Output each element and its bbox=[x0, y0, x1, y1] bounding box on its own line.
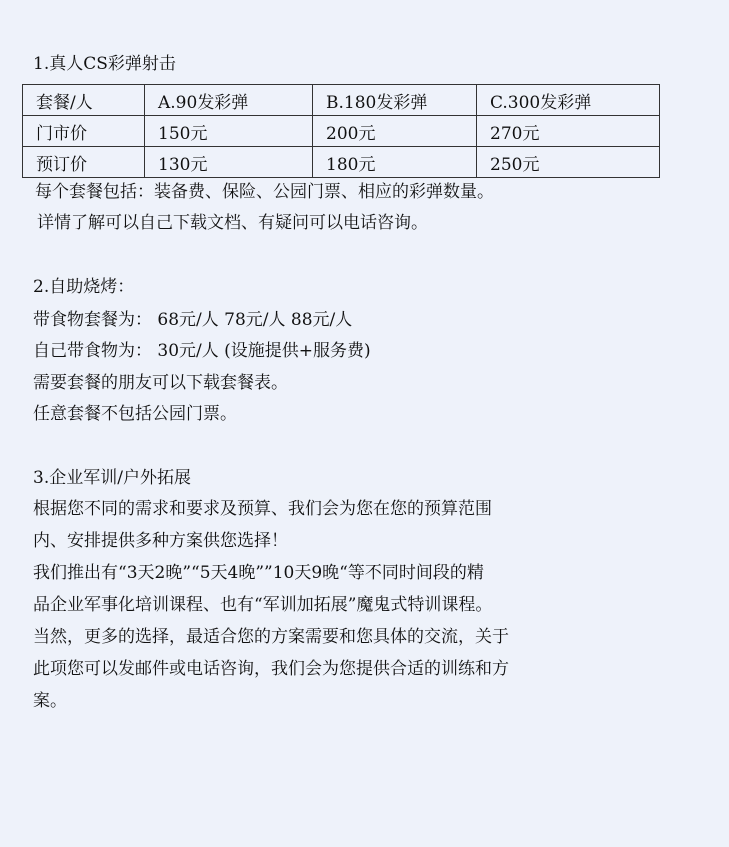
table-header-cell: A.90发彩弹 bbox=[145, 85, 313, 116]
section2-line: 带食物套餐为： 68元/人 78元/人 88元/人 bbox=[33, 310, 353, 330]
table-cell: 150元 bbox=[145, 116, 313, 147]
section2-line: 自己带食物为： 30元/人 (设施提供+服务费) bbox=[33, 341, 371, 361]
section3-line: 内、安排提供多种方案供您选择！ bbox=[33, 531, 288, 551]
table-cell: 130元 bbox=[145, 147, 313, 178]
price-table bbox=[22, 84, 660, 178]
table-row bbox=[23, 116, 660, 147]
table-row bbox=[23, 147, 660, 178]
section3-line: 根据您不同的需求和要求及预算、我们会为您在您的预算范围 bbox=[33, 499, 492, 519]
section3-title: 3.企业军训/户外拓展 bbox=[33, 468, 191, 488]
table-header-cell: B.180发彩弹 bbox=[313, 85, 477, 116]
section3-line: 当然，更多的选择，最适合您的方案需要和您具体的交流，关于 bbox=[33, 627, 509, 647]
section3-line: 案。 bbox=[33, 691, 67, 711]
table-header-cell: 套餐/人 bbox=[23, 85, 145, 116]
table-cell: 270元 bbox=[477, 116, 660, 147]
section3-line: 品企业军事化培训课程、也有“军训加拓展”魔鬼式特训课程。 bbox=[33, 595, 493, 615]
section2-title: 2.自助烧烤： bbox=[33, 277, 135, 297]
table-cell: 180元 bbox=[313, 147, 477, 178]
table-cell: 250元 bbox=[477, 147, 660, 178]
table-cell: 200元 bbox=[313, 116, 477, 147]
table-header-cell: C.300发彩弹 bbox=[477, 85, 660, 116]
section3-line: 此项您可以发邮件或电话咨询，我们会为您提供合适的训练和方 bbox=[33, 659, 509, 679]
section2-line: 任意套餐不包括公园门票。 bbox=[33, 404, 237, 424]
section1-title: 1.真人CS彩弹射击 bbox=[33, 54, 176, 74]
section3-line: 我们推出有“3天2晚”“5天4晚””10天9晚“等不同时间段的精 bbox=[33, 563, 484, 583]
table-row-label: 预订价 bbox=[23, 147, 145, 178]
section1-note: 每个套餐包括：装备费、保险、公园门票、相应的彩弹数量。 bbox=[35, 182, 494, 202]
section2-line: 需要套餐的朋友可以下载套餐表。 bbox=[33, 373, 288, 393]
table-row-label: 门市价 bbox=[23, 116, 145, 147]
section1-note: 详情了解可以自己下载文档、有疑问可以电话咨询。 bbox=[37, 213, 428, 233]
table-header-row bbox=[23, 85, 660, 116]
